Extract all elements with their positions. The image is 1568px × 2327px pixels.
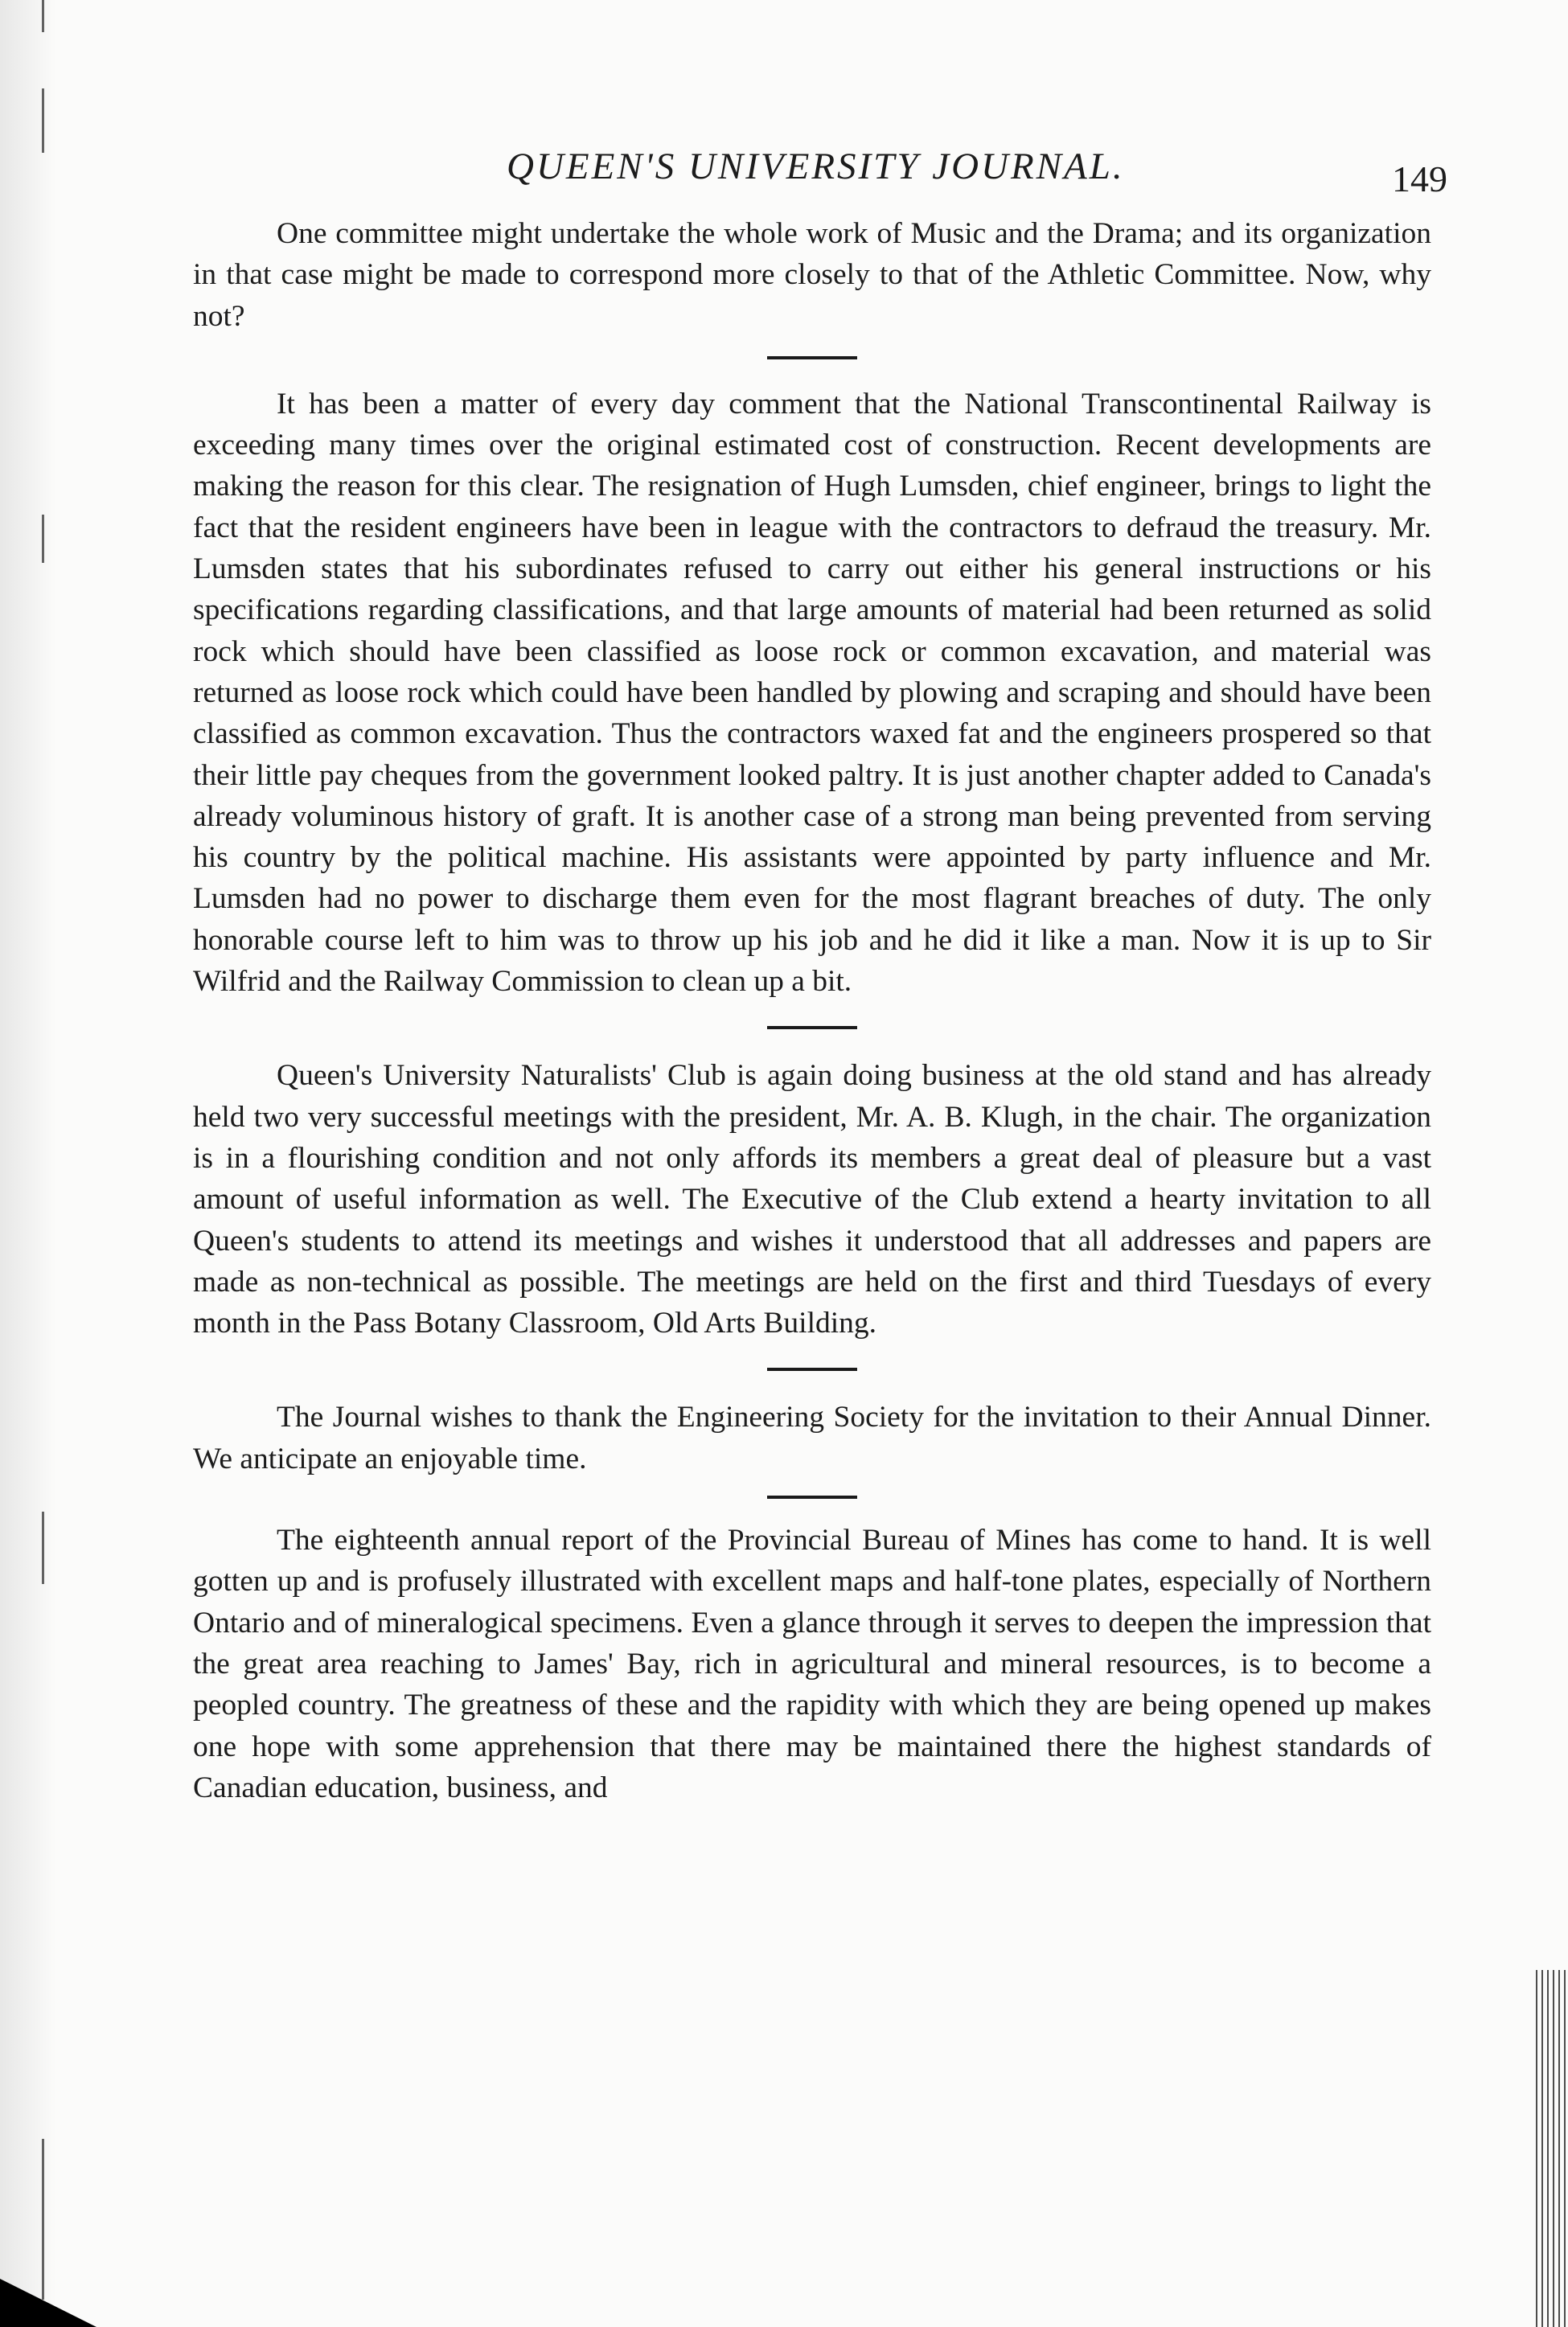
paragraph-bureau-of-mines: The eighteenth annual report of the Provincial Bureau of Mines has come to hand. It is well gotten up and is profusely illustrated with excellent maps and half-tone plates, especially of Northern Ontario and of mineralogical specimens. Even a glance through it serves to deepen the impression that the great area reaching to James' Bay, rich in agricultural and mineral resources, is to become a peopled country. The greatness of these and the rapidity with which they are being opened up makes one hope with some apprehension that there may be maintained there the highest standards of Canadian education, business, and (193, 1524, 1431, 1804)
binding-mark (42, 515, 44, 563)
left-binding-edge (0, 0, 56, 2327)
page-corner-shadow (0, 2279, 96, 2327)
journal-title: QUEEN'S UNIVERSITY JOURNAL. (507, 146, 1125, 187)
binding-mark (42, 1512, 44, 1584)
section-divider (767, 1496, 857, 1499)
binding-mark (42, 2139, 44, 2300)
binding-mark (42, 0, 44, 32)
section-divider (767, 356, 857, 359)
paragraph-transcontinental-railway: It has been a matter of every day comment that the National Transcontinental Railway is exceeding many times over the original estimated cost of construction. Recent developments are making the reason for this clear. The resignation of Hugh Lumsden, chief engineer, brings to light the fact that the resident engineers have been in league with the contractors to defraud the treasury. Mr. Lumsden states that his subordinates refused to carry out either his general instructions or his specifications regarding classifications, and that large amounts of material had been returned as solid rock which should have been classified as loose rock or common excavation, and material was returned as loose rock which could have been handled by plowing and scraping and should have been classified as common excavation. Thus the contractors waxed fat and the engineers prospered so that their little pay cheques from the government looked paltry. It is just another chapter added to Canada's already voluminous history of graft. It is another case of a strong man being prevented from serving his country by the political machine. His assistants were appointed by party influence and Mr. Lumsden had no power to discharge them even for the most flagrant breaches of duty. The only honorable course left to him was to throw up his job and he did it like a man. Now it is up to Sir Wilfrid and the Railway Commission to clean up a bit. (193, 387, 1431, 999)
section-divider (767, 1368, 857, 1371)
article-body (193, 213, 1431, 1808)
paragraph-naturalists-club: Queen's University Naturalists' Club is again doing business at the old stand and has already held two very successful meetings with the president, Mr. A. B. Klugh, in the chair. The organization is in a flourishing condition and not only affords its members a great deal of pleasure but a vast amount of useful information as well. The Executive of the Club extend a hearty invitation to all Queen's students to attend its meetings and wishes it understood that all addresses and papers are made as non-technical as possible. The meetings are held on the first and third Tuesdays of every month in the Pass Botany Classroom, Old Arts Building. (193, 1059, 1431, 1340)
right-binding-edge (1536, 1970, 1568, 2327)
paragraph-music-drama: One committee might undertake the whole work of Music and the Drama; and its organization in that case might be made to correspond more closely to that of the Athletic Committee. Now, why not? (193, 217, 1431, 333)
binding-mark (42, 88, 44, 153)
page-number: 149 (1392, 158, 1447, 199)
section-divider (767, 1026, 857, 1029)
paragraph-engineering-dinner: The Journal wishes to thank the Engineering Society for the invitation to their Annual Dinner. We anticipate an enjoyable time. (193, 1401, 1431, 1475)
running-header (201, 145, 1447, 209)
